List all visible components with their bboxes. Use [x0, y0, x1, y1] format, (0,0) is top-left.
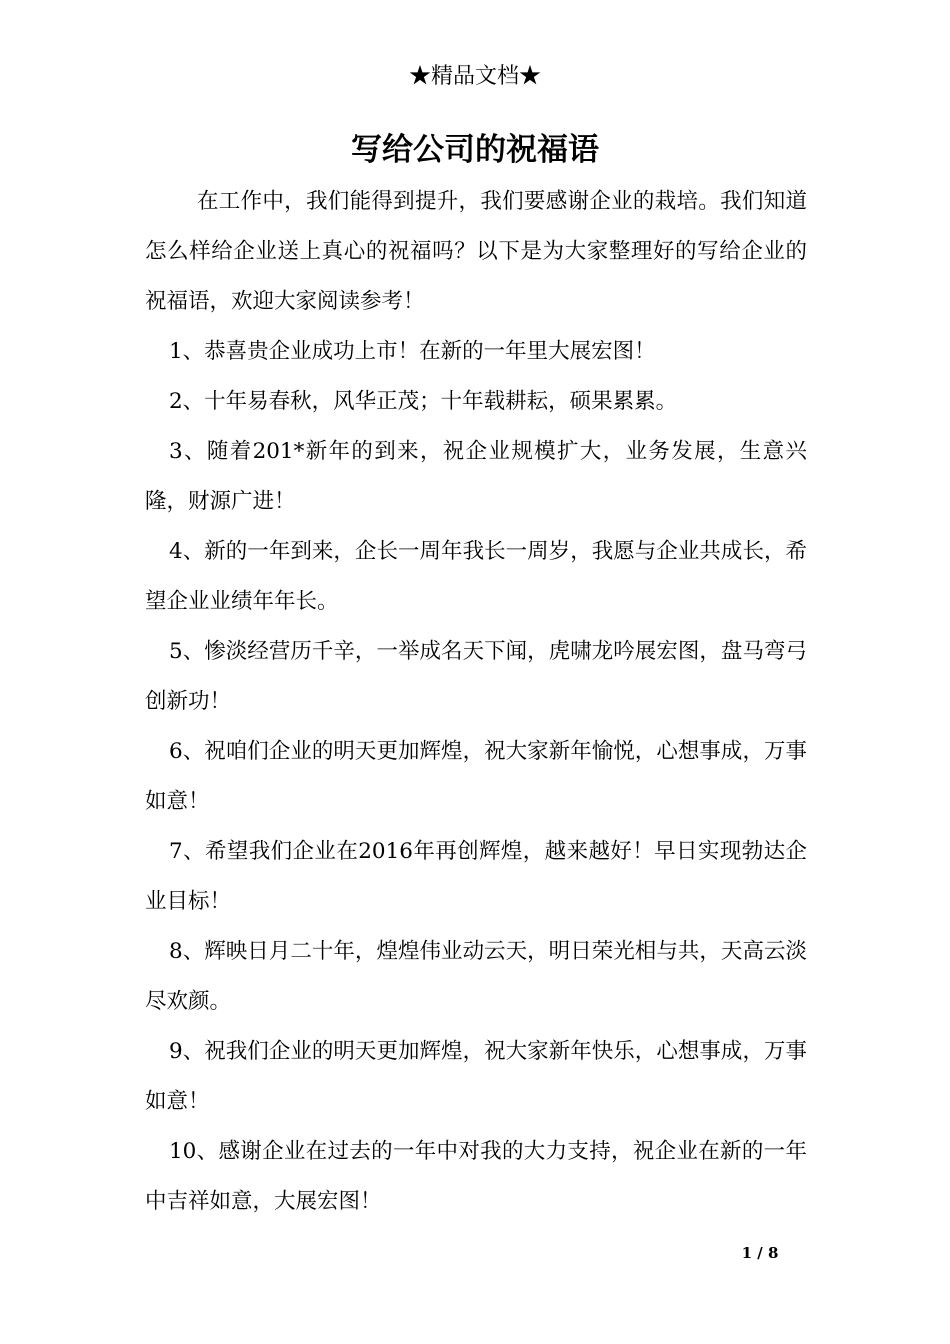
page-number: 1 / 8 — [741, 1244, 779, 1262]
blessing-item-9: 9、祝我们企业的明天更加辉煌，祝大家新年快乐，心想事成，万事如意！ — [145, 1039, 807, 1114]
blessing-item-1: 1、恭喜贵企业成功上市！在新的一年里大展宏图！ — [169, 339, 656, 364]
blessing-item-8: 8、辉映日月二十年，煌煌伟业动云天，明日荣光相与共，天高云淡尽欢颜。 — [145, 939, 807, 1014]
document-body — [145, 177, 807, 1227]
blessing-item-10: 10、感谢企业在过去的一年中对我的大力支持，祝企业在新的一年中吉祥如意，大展宏图！ — [145, 1139, 807, 1214]
header-banner: ★精品文档★ — [408, 64, 541, 89]
blessing-item-2: 2、十年易春秋，风华正茂；十年载耕耘，硕果累累。 — [169, 389, 678, 414]
blessing-item-5: 5、惨淡经营历千辛，一举成名天下闻，虎啸龙吟展宏图，盘马弯弓创新功！ — [145, 639, 807, 714]
blessing-item-6: 6、祝咱们企业的明天更加辉煌，祝大家新年愉悦，心想事成，万事如意！ — [145, 739, 807, 814]
document-title: 写给公司的祝福语 — [351, 132, 599, 168]
blessing-item-4: 4、新的一年到来，企长一周年我长一周岁，我愿与企业共成长，希望企业业绩年年长。 — [145, 539, 807, 614]
blessing-item-7: 7、希望我们企业在2016年再创辉煌，越来越好！早日实现勃达企业目标！ — [145, 839, 807, 914]
intro-paragraph: 在工作中，我们能得到提升，我们要感谢企业的栽培。我们知道怎么样给企业送上真心的祝福吗？以下是为大家整理好的写给企业的祝福语，欢迎大家阅读参考！ — [145, 189, 807, 314]
blessing-item-3: 3、随着201*新年的到来，祝企业规模扩大，业务发展，生意兴隆，财源广进！ — [145, 439, 807, 514]
